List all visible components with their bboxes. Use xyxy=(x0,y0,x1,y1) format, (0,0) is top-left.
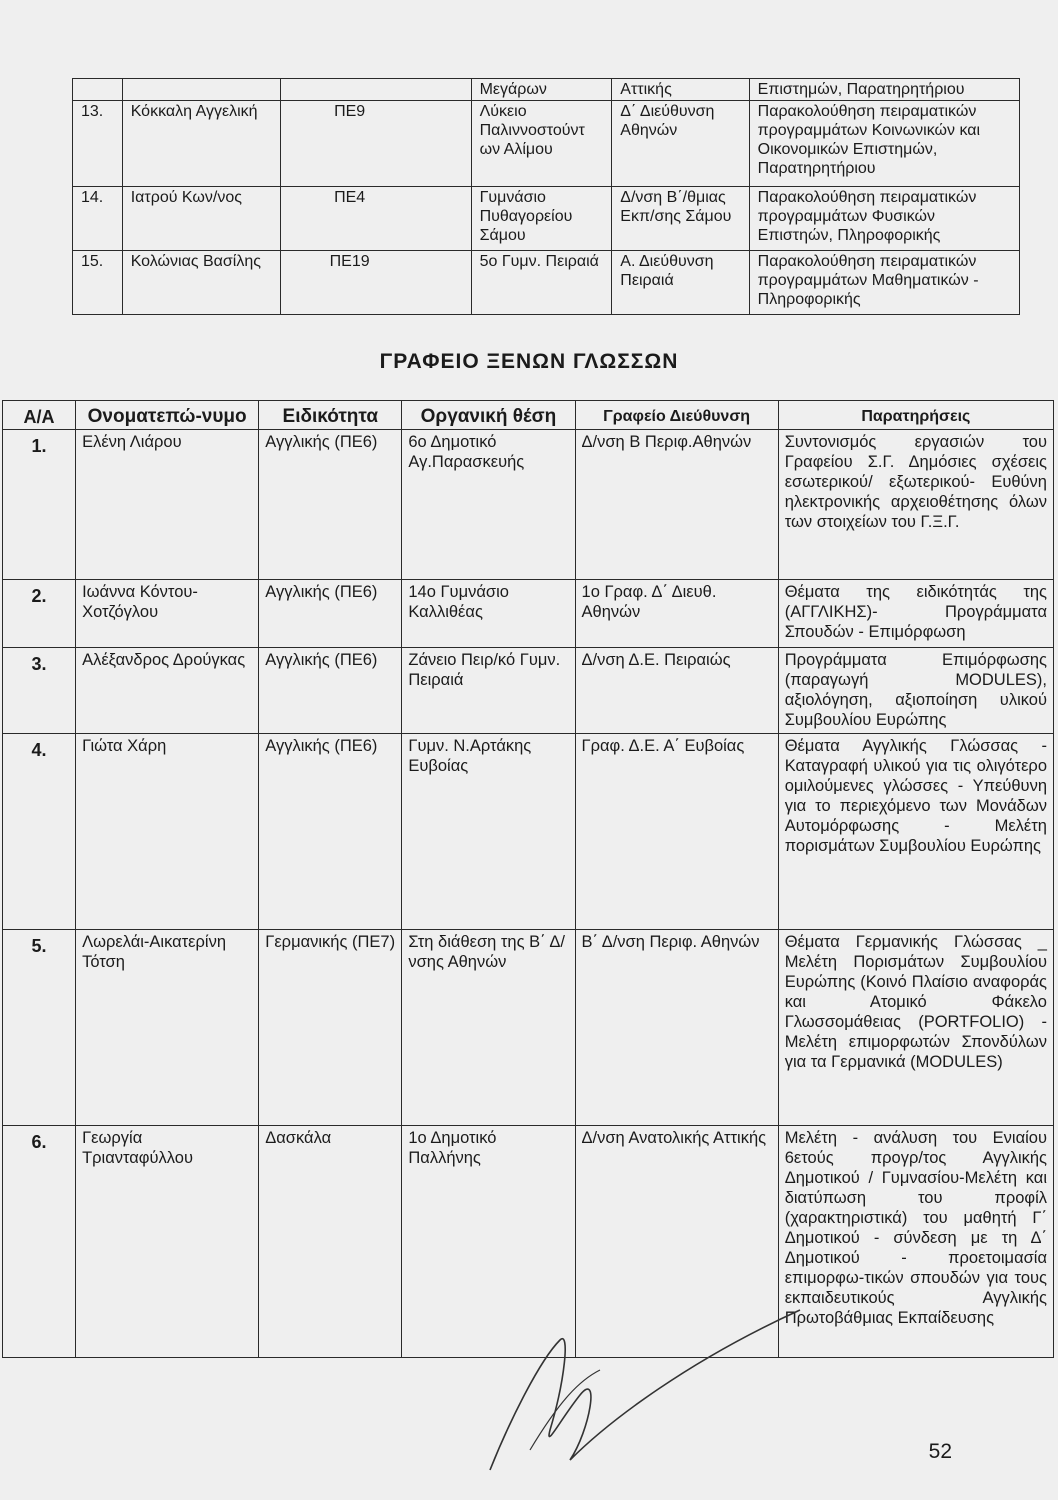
cell-office: Α. Διεύθυνση Πειραιά xyxy=(612,251,749,315)
cell-office: Αττικής xyxy=(612,79,749,101)
cell-notes: Παρακολούθηση πειραματικών προγραμμάτων Φυσικών Επιστηών, Πληροφορικής xyxy=(749,187,1019,251)
cell-name: Ιατρού Κων/νος xyxy=(122,187,280,251)
cell-num: 15. xyxy=(73,251,123,315)
cell-school: Λύκειο Παλιννοστούντ ων Αλίμου xyxy=(471,101,612,187)
top-table xyxy=(72,78,1020,315)
table-row xyxy=(73,79,1020,101)
table-row xyxy=(73,187,1020,251)
cell-num: 6. xyxy=(3,1126,76,1358)
cell-spec: ΠΕ4 xyxy=(280,187,471,251)
cell-notes: Επιστημών, Παρατηρητήριου xyxy=(749,79,1019,101)
cell-name: Γιώτα Χάρη xyxy=(76,734,259,930)
cell-name: Ελένη Λιάρου xyxy=(76,430,259,580)
cell-school: Μεγάρων xyxy=(471,79,612,101)
cell-num: 4. xyxy=(3,734,76,930)
table-row xyxy=(3,930,1054,1126)
staff-table xyxy=(2,400,1054,1358)
table-row xyxy=(73,251,1020,315)
cell-office: Δ/νση Β΄/θμιας Εκπ/σης Σάμου xyxy=(612,187,749,251)
header-spec: Ειδικότητα xyxy=(259,401,402,430)
cell-spec: Γερμανικής (ΠΕ7) xyxy=(259,930,402,1126)
cell-spec: ΠΕ9 xyxy=(280,101,471,187)
cell-school: 6ο Δημοτικό Αγ.Παρασκευής xyxy=(402,430,575,580)
cell-office: 1ο Γραφ. Δ΄ Διευθ. Αθηνών xyxy=(575,580,778,648)
cell-name: Αλέξανδρος Δρούγκας xyxy=(76,648,259,734)
cell-num: 2. xyxy=(3,580,76,648)
cell-office: Δ/νση Δ.Ε. Πειραιώς xyxy=(575,648,778,734)
header-num: Α/Α xyxy=(3,401,76,430)
cell-notes: Προγράμματα Επιμόρφωσης (παραγωγή MODULES), αξιολόγηση, αξιοποίηση υλικού Συμβουλίου Ευρώπης xyxy=(778,648,1053,734)
page-number: 52 xyxy=(928,1440,952,1463)
header-office: Γραφείο Διεύθυνση xyxy=(575,401,778,430)
cell-notes: Παρακολούθηση πειραματικών προγραμμάτων Κοινωνικών και Οικονομικών Επιστημών, Παρατηρητήριου xyxy=(749,101,1019,187)
cell-spec: Αγγλικής (ΠΕ6) xyxy=(259,430,402,580)
cell-office: Δ΄ Διεύθυνση Αθηνών xyxy=(612,101,749,187)
cell-notes: Θέματα Γερμανικής Γλώσσας _ Μελέτη Πορισμάτων Συμβουλίου Ευρώπης (Κοινό Πλαίσιο αναφοράς και Ατομικό Φάκελο Γλωσσομάθειας (PORTFOLIO) - Μελέτη επιμορφωτών Σπονδύλων για τα Γερμανικά (MODULES) xyxy=(778,930,1053,1126)
cell-spec: Αγγλικής (ΠΕ6) xyxy=(259,580,402,648)
table-row xyxy=(3,430,1054,580)
cell-num: 1. xyxy=(3,430,76,580)
section-title: ΓΡΑΦΕΙΟ ΞΕΝΩΝ ΓΛΩΣΣΩΝ xyxy=(379,350,679,373)
table-row xyxy=(3,580,1054,648)
cell-num: 14. xyxy=(73,187,123,251)
cell-notes: Συντονισμός εργασιών του Γραφείου Σ.Γ. Δημόσιες σχέσεις εσωτερικού/ εξωτερικού- Ευθύνη ηλεκτρονικής αρχειοθέτησης όλων των στοιχείων του Γ.Ξ.Γ. xyxy=(778,430,1053,580)
cell-spec: Δασκάλα xyxy=(259,1126,402,1358)
cell-school: 14ο Γυμνάσιο Καλλιθέας xyxy=(402,580,575,648)
cell-spec: Αγγλικής (ΠΕ6) xyxy=(259,648,402,734)
signature xyxy=(470,1300,830,1490)
header-school: Οργανική θέση xyxy=(402,401,575,430)
cell-school: 5ο Γυμν. Πειραιά xyxy=(471,251,612,315)
cell-num: 3. xyxy=(3,648,76,734)
cell-office: Γραφ. Δ.Ε. Α΄ Ευβοίας xyxy=(575,734,778,930)
table-header-row xyxy=(3,401,1054,430)
cell-office: Δ/νση Β Περιφ.Αθηνών xyxy=(575,430,778,580)
cell-notes: Θέματα Αγγλικής Γλώσσας - Καταγραφή υλικού για τις ολιγότερο ομιλούμενες γλώσσες - Υπεύθυνη για το περιεχόμενο των Μονάδων Αυτομόρφωσης - Μελέτη πορισμάτων Συμβουλίου Ευρώπης xyxy=(778,734,1053,930)
cell-school: 1ο Δημοτικό Παλλήνης xyxy=(402,1126,575,1358)
cell-num: 5. xyxy=(3,930,76,1126)
cell-name: Γεωργία Τριανταφύλλου xyxy=(76,1126,259,1358)
header-notes: Παρατηρήσεις xyxy=(778,401,1053,430)
cell-office: Β΄ Δ/νση Περιφ. Αθηνών xyxy=(575,930,778,1126)
cell-spec: ΠΕ19 xyxy=(280,251,471,315)
cell-notes: Θέματα της ειδικότητάς της (ΑΓΓΛΙΚΗΣ)- Προγράμματα Σπουδών - Επιμόρφωση xyxy=(778,580,1053,648)
cell-notes: Μελέτη - ανάλυση του Ενιαίου 6ετούς προγρ/τος Αγγλικής Δημοτικού / Γυμνασίου-Μελέτη και διατύπωση του προφίλ (χαρακτηριστικά) του μαθητή Γ΄ Δημοτικού - σύνδεση με τη Δ΄ Δημοτικού - προετοιμασία επιμορφω-τικών σπουδών για τους εκπαιδευτικούς Αγγλικής Πρωτοβάθμιας Εκπαίδευσης xyxy=(778,1126,1053,1358)
cell-school: Ζάνειο Πειρ/κό Γυμν. Πειραιά xyxy=(402,648,575,734)
table-row xyxy=(3,734,1054,930)
cell-school: Στη διάθεση της Β΄ Δ/νσης Αθηνών xyxy=(402,930,575,1126)
cell-name: Κολώνιας Βασίλης xyxy=(122,251,280,315)
cell-spec: Αγγλικής (ΠΕ6) xyxy=(259,734,402,930)
table-row xyxy=(73,101,1020,187)
cell-school: Γυμν. Ν.Αρτάκης Ευβοίας xyxy=(402,734,575,930)
cell-school: Γυμνάσιο Πυθαγορείου Σάμου xyxy=(471,187,612,251)
cell-name: Κόκκαλη Αγγελική xyxy=(122,101,280,187)
cell-name: Λωρελάι-Αικατερίνη Τότση xyxy=(76,930,259,1126)
cell-name: Ιωάννα Κόντου-Χοτζόγλου xyxy=(76,580,259,648)
cell-office: Δ/νση Ανατολικής Αττικής xyxy=(575,1126,778,1358)
cell-notes: Παρακολούθηση πειραματικών προγραμμάτων Μαθηματικών - Πληροφορικής xyxy=(749,251,1019,315)
table-row xyxy=(3,648,1054,734)
header-name: Ονοματεπώ-νυμο xyxy=(76,401,259,430)
cell-num: 13. xyxy=(73,101,123,187)
